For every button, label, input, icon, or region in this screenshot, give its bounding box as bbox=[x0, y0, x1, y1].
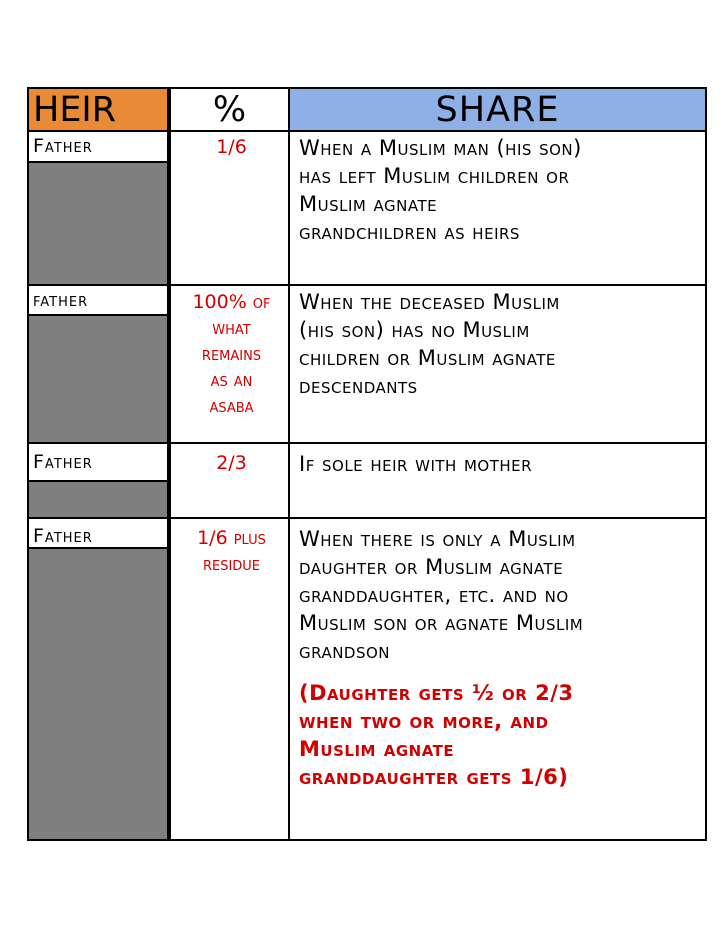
heir-share-table bbox=[27, 87, 707, 841]
row-divider bbox=[29, 442, 705, 444]
row4-heir: Father bbox=[33, 525, 93, 547]
row1-share: When a Muslim man (his son) has left Muslim children or Muslim agnate grandchildren as heirs bbox=[299, 136, 582, 244]
row4-percent: 1/6 plus residue bbox=[197, 527, 266, 575]
row2-heir: father bbox=[33, 289, 89, 311]
heir-cell-4 bbox=[29, 519, 171, 839]
row-divider bbox=[29, 284, 705, 286]
row3-heir: Father bbox=[33, 451, 93, 473]
row1-percent: 1/6 bbox=[216, 136, 247, 158]
row4-share: When there is only a Muslim daughter or Muslim agnate granddaughter, etc. and no Muslim son or agnate Muslim grandson bbox=[299, 527, 584, 663]
header-percent: % bbox=[171, 89, 290, 132]
row2-share: When the deceased Muslim (his son) has no Muslim children or Muslim agnate descendants bbox=[299, 290, 560, 398]
row3-percent: 2/3 bbox=[216, 452, 247, 474]
header-share: SHARE bbox=[290, 89, 705, 132]
row2-percent: 100% of what remains as an asaba bbox=[192, 291, 271, 417]
row-divider bbox=[29, 517, 705, 519]
row1-heir: Father bbox=[33, 135, 93, 157]
column-divider bbox=[288, 132, 290, 839]
row3-share: If sole heir with mother bbox=[299, 452, 533, 476]
row4-note: (Daughter gets ½ or 2/3 when two or more, and Muslim agnate granddaughter gets 1/6) bbox=[299, 681, 574, 789]
header-heir: HEIR bbox=[29, 89, 171, 132]
